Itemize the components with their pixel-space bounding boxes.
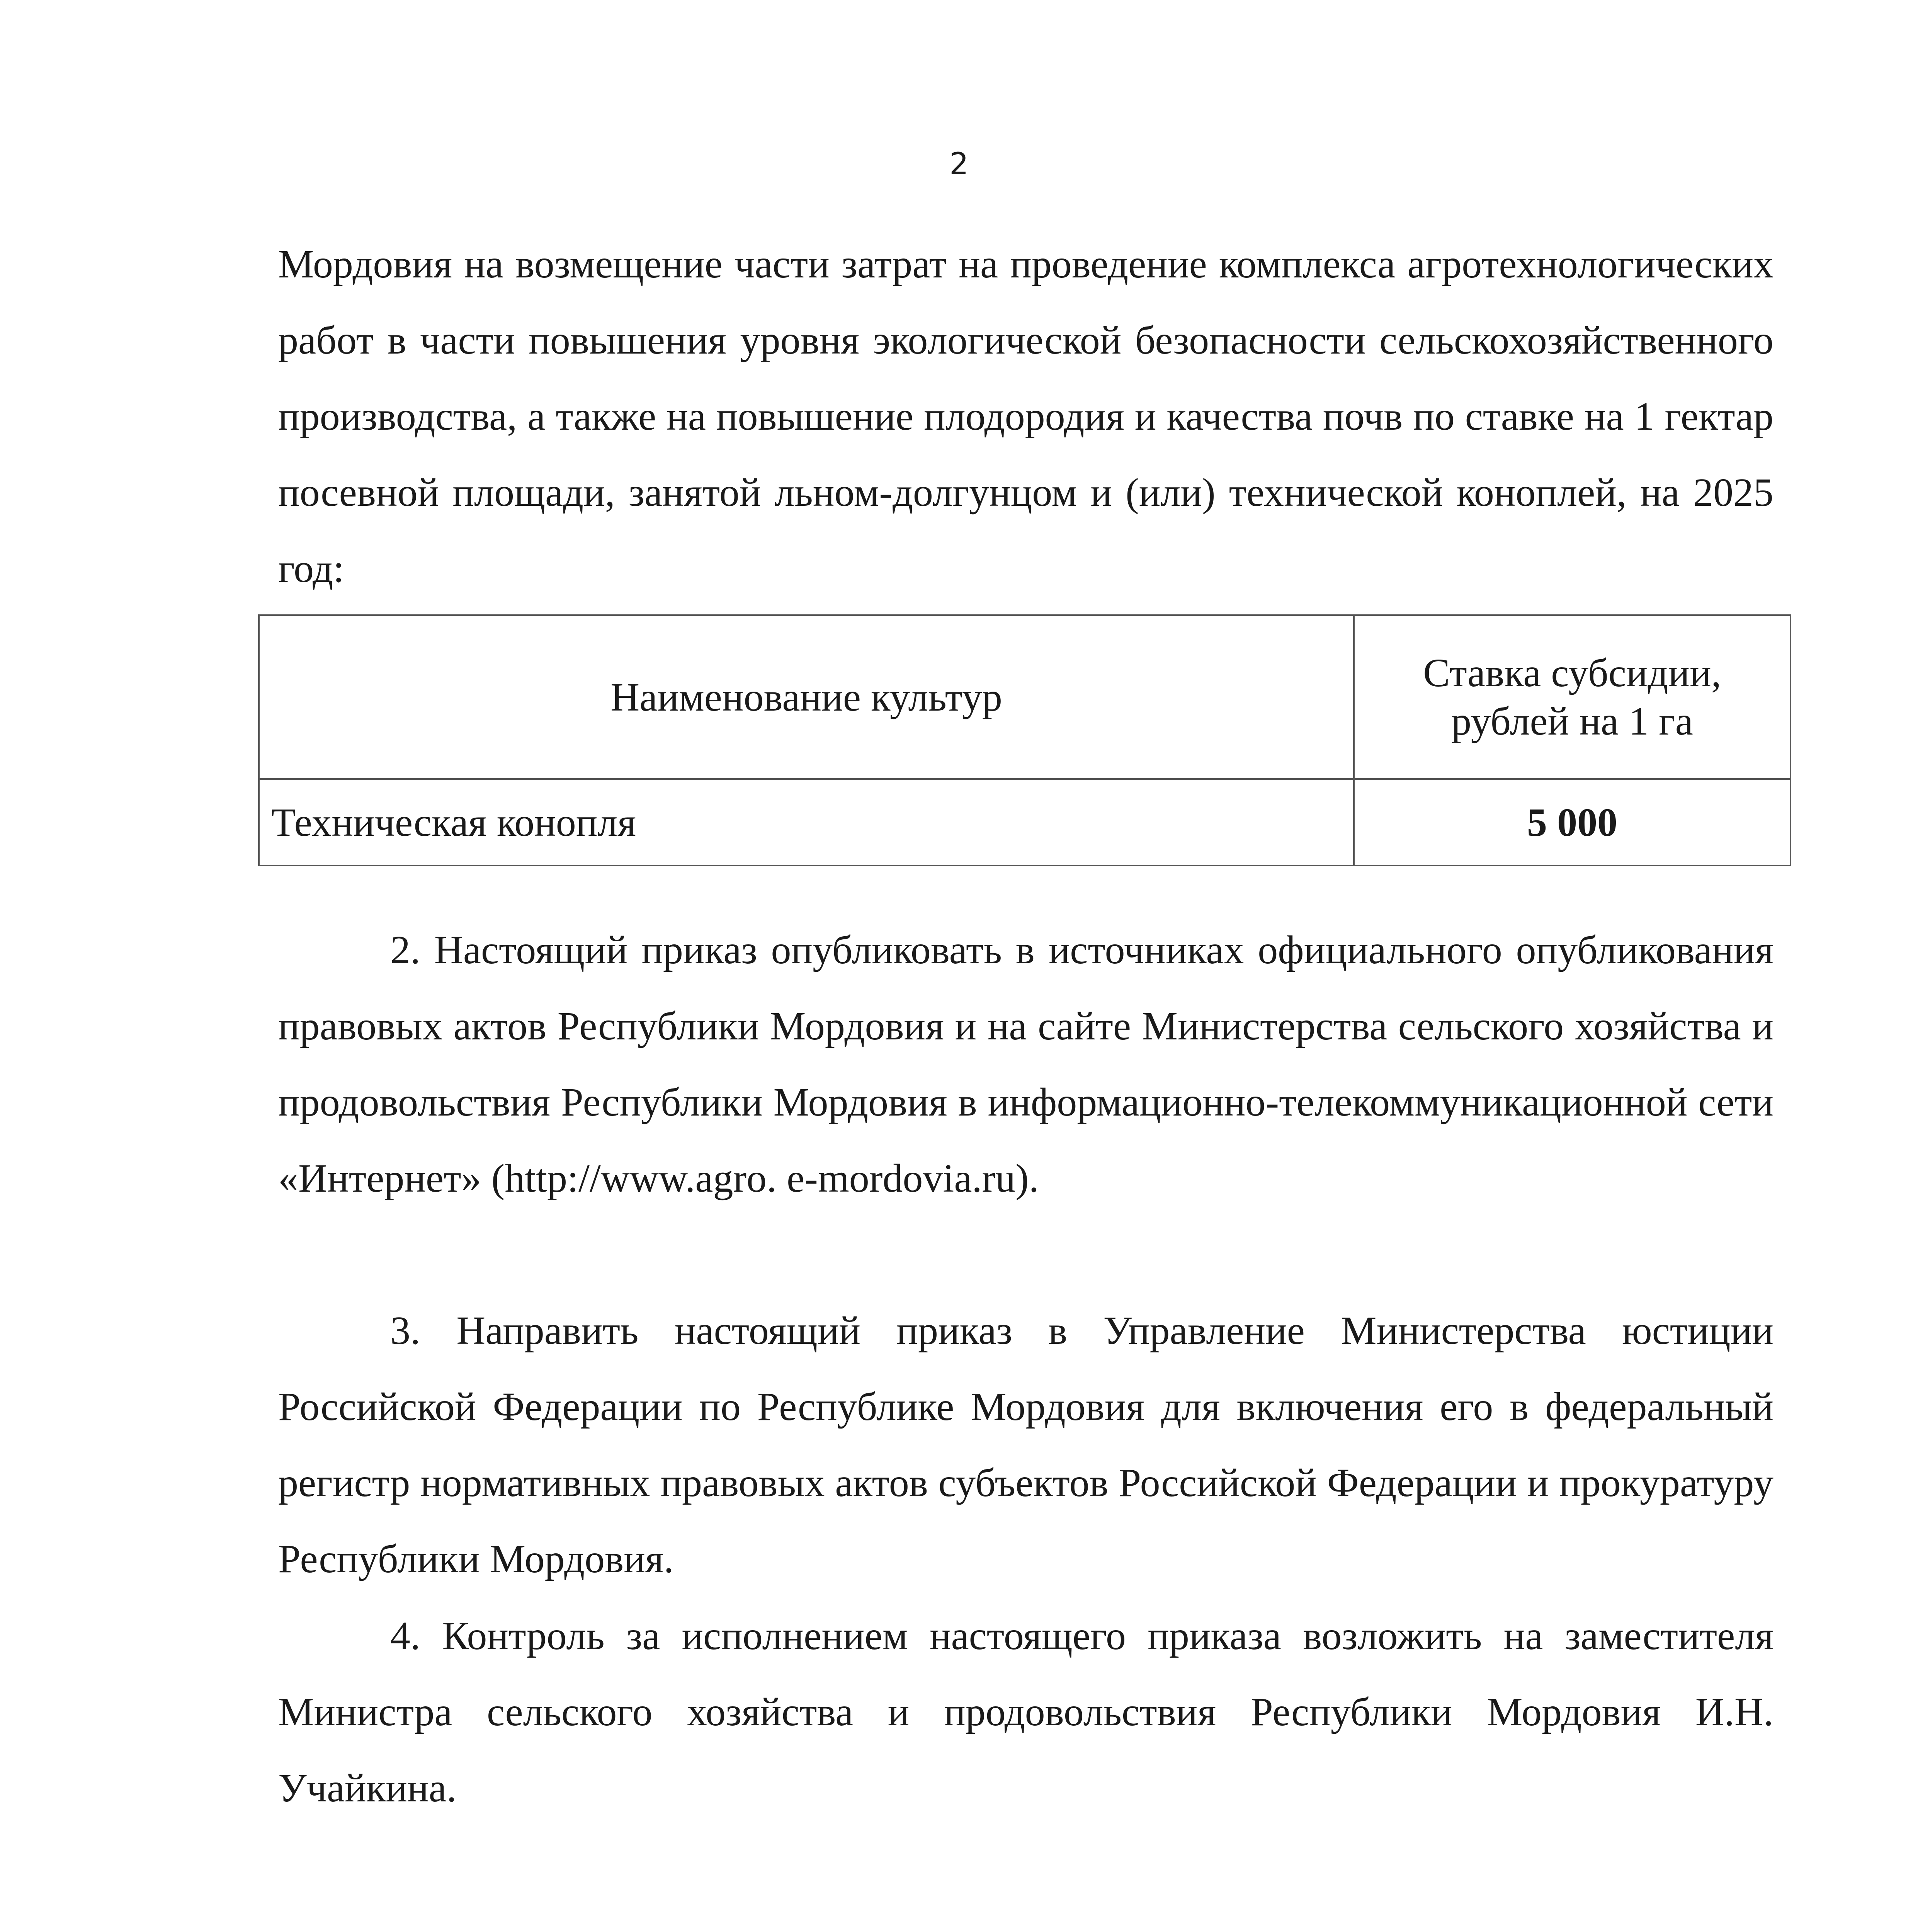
paragraph-3-registration: 3. Направить настоящий приказ в Управление Министерства юстиции Российской Федерации по Республике Мордовия для включения его в федеральный регистр нормативных правовых актов субъектов Российской Федерации и прокуратуру Республики Мордовия.: [278, 1308, 1773, 1581]
paragraph-4-control: 4. Контроль за исполнением настоящего приказа возложить на заместителя Министра сельского хозяйства и продовольствия Республики Мордовия И.Н. Учайкина.: [278, 1614, 1773, 1810]
cell-subsidy-rate: 5 000: [1354, 779, 1790, 866]
page-number: 2: [949, 147, 969, 182]
header-subsidy-rate: [1354, 615, 1790, 779]
cell-crop-name: Техническая конопля: [259, 779, 1354, 866]
table-row: [259, 779, 1790, 866]
intro-paragraph: Мордовия на возмещение части затрат на проведение комплекса агротехнологических работ в части повышения уровня экологической безопасности сельскохозяйственного производства, а также на повышение плодородия и качества почв по ставке на 1 гектар посевной площади, занятой льном-долгунцом и (или) технической коноплей, на 2025 год:: [278, 242, 1773, 591]
paragraph-2-publication: 2. Настоящий приказ опубликовать в источниках официального опубликования правовых актов Республики Мордовия и на сайте Министерства сельского хозяйства и продовольствия Республики Мордовия в информационно-телекоммуникационной сети «Интернет» (http://www.agro. e-mordovia.ru).: [278, 928, 1773, 1201]
header-rate-line1: Ставка субсидии,: [1423, 651, 1721, 695]
subsidy-rates-table: [258, 614, 1791, 866]
header-rate-line2: рублей на 1 га: [1451, 699, 1693, 743]
table-header-row: [259, 615, 1790, 779]
header-crop-name: Наименование культур: [259, 615, 1354, 779]
